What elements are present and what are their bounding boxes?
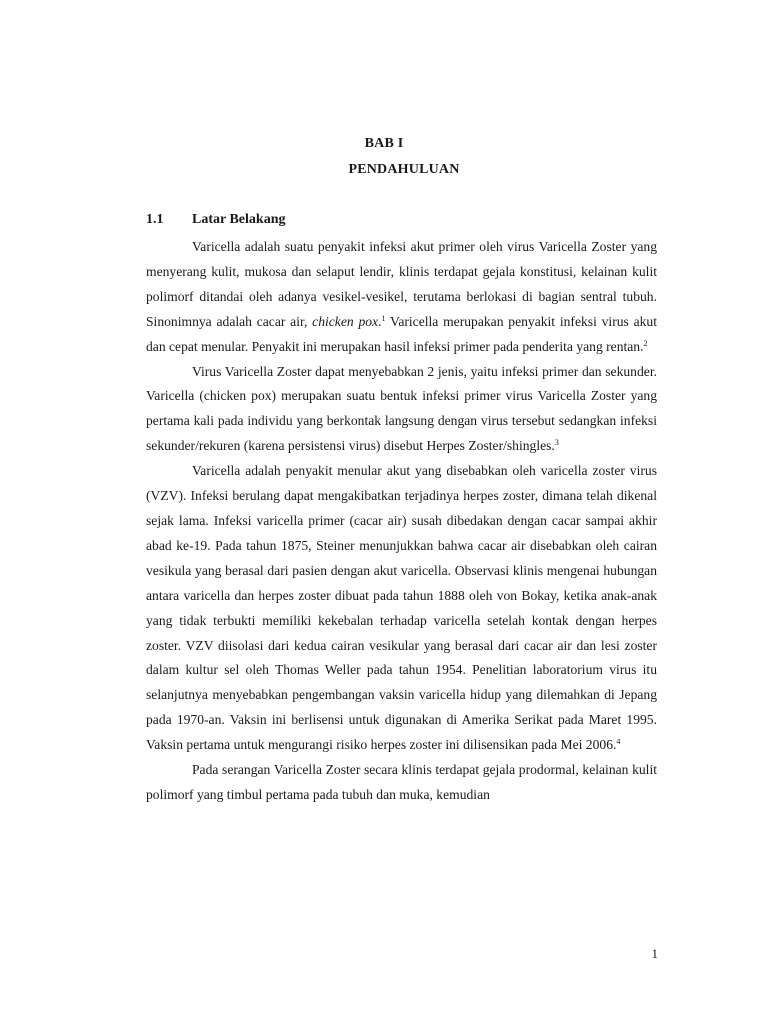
page-number: 1 [651, 946, 658, 961]
paragraph-2-text: Virus Varicella Zoster dapat menyebabkan 2 jenis, yaitu infeksi primer dan sekunder. Varicella (chicken pox) merupakan suatu bentuk infeksi primer virus Varicella Zoster yang pertama kali pada individu yang berkontak langsung dengan virus tersebut sedangkan infeksi sekunder/rekuren (karena persistensi virus) disebut Herpes Zoster/shingles. [146, 363, 657, 454]
section-number: 1.1 [146, 212, 164, 227]
chapter-title: PENDAHULUAN [348, 162, 460, 177]
chapter-number: BAB I [364, 136, 404, 151]
paragraph-1-italic-term: chicken pox [312, 313, 379, 329]
footnote-ref-4: 4 [616, 737, 621, 747]
paragraph-1-text-a: Varicella adalah suatu penyakit infeksi akut primer oleh virus Varicella Zoster yang menyerang kulit, mukosa dan selaput lendir, klinis terdapat gejala konstitusi, kelainan kulit polimorf ditandai oleh adanya vesikel-vesikel, terutama berlokasi di bagian sentral tubuh. Sinonimnya adalah cacar air, [146, 239, 657, 329]
section-title: Latar Belakang [192, 212, 286, 227]
footnote-ref-1: 1 [381, 313, 386, 323]
paragraph-1 [146, 235, 657, 360]
footnote-ref-3: 3 [554, 438, 559, 448]
paragraph-1-text-c: Varicella merupakan penyakit infeksi virus akut dan cepat menular. Penyakit ini merupakan hasil infeksi primer pada penderita yang rentan. [146, 313, 658, 354]
paragraph-3 [146, 459, 657, 758]
paragraph-3-text: Varicella adalah penyakit menular akut yang disebabkan oleh varicella zoster virus (VZV). Infeksi berulang dapat mengakibatkan terjadinya herpes zoster, dimana telah dikenal sejak lama. Infeksi varicella primer (cacar air) susah dibedakan dengan cacar sampai akhir abad ke-19. Pada tahun 1875, Steiner menunjukkan bahwa cacar air disebabkan oleh cairan vesikula yang berasal dari pasien dengan akut varicella. Observasi klinis mengenai hubungan antara varicella dan herpes zoster dibuat pada tahun 1888 oleh von Bokay, ketika anak-anak yang tidak terbukti memiliki kekebalan terhadap varicella setelah kontak dengan herpes zoster. VZV diisolasi dari kedua cairan vesikular yang berasal dari cacar air dan lesi zoster dalam kultur sel oleh Thomas Weller pada tahun 1954. Penelitian laboratorium virus itu selanjutnya menyebabkan pengembangan vaksin varicella hidup yang dilemahkan di Jepang pada 1970-an. Vaksin ini berlisensi untuk digunakan di Amerika Serikat pada Maret 1995. Vaksin pertama untuk mengurangi risiko herpes zoster ini dilisensikan pada Mei 2006. [146, 463, 657, 753]
body-text [146, 235, 657, 808]
paragraph-4-text: Pada serangan Varicella Zoster secara klinis terdapat gejala prodormal, kelainan kulit polimorf yang timbul pertama pada tubuh dan muka, kemudian [146, 762, 657, 802]
footnote-ref-2: 2 [643, 338, 648, 348]
section-heading [146, 212, 285, 228]
paragraph-2 [146, 360, 657, 460]
paragraph-4 [146, 758, 657, 808]
paragraph-1-text-b: . [378, 313, 382, 329]
